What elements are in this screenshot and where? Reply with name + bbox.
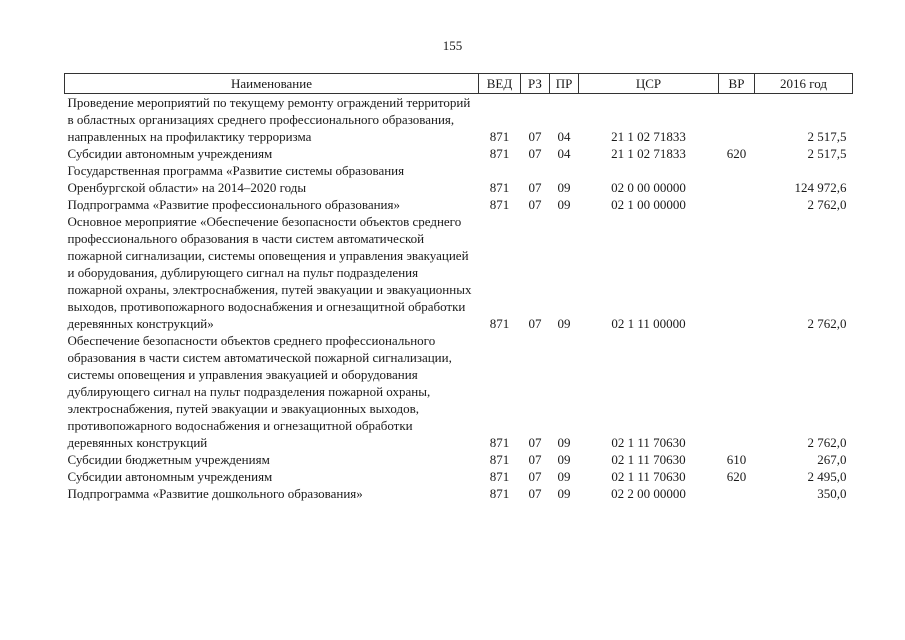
- table-row: [65, 145, 853, 162]
- row-csr: 02 1 00 00000: [611, 197, 686, 212]
- row-vr: [719, 332, 755, 451]
- row-vr: 620: [726, 146, 747, 161]
- row-amount: 2 495,0: [807, 469, 847, 484]
- row-pr: 09: [557, 486, 571, 501]
- row-pr: 09: [557, 180, 571, 195]
- row-vr: [719, 485, 755, 502]
- row-ved: 871: [489, 316, 510, 331]
- page-number: 155: [442, 38, 463, 53]
- row-pr: 09: [557, 469, 571, 484]
- table-row: [65, 196, 853, 213]
- row-ved: 871: [489, 180, 510, 195]
- row-csr: 02 1 11 00000: [611, 316, 686, 331]
- row-rz: 07: [528, 486, 542, 501]
- row-amount: 124 972,6: [794, 180, 847, 195]
- row-amount: 350,0: [817, 486, 847, 501]
- row-rz: 07: [528, 452, 542, 467]
- row-name: Субсидии автономным учреждениям: [67, 469, 273, 484]
- row-rz: 07: [528, 469, 542, 484]
- row-vr: 620: [726, 469, 747, 484]
- row-ved: 871: [489, 452, 510, 467]
- row-amount: 2 517,5: [807, 129, 847, 144]
- row-ved: 871: [489, 197, 510, 212]
- header-pr: ПР: [550, 74, 579, 94]
- row-rz: 07: [528, 180, 542, 195]
- row-pr: 04: [557, 129, 571, 144]
- row-csr: 02 1 11 70630: [611, 469, 686, 484]
- row-pr: 04: [557, 146, 571, 161]
- header-row: [65, 74, 853, 94]
- row-ved: 871: [489, 129, 510, 144]
- row-ved: 871: [489, 435, 510, 450]
- row-ved: 871: [489, 469, 510, 484]
- table-header: [65, 74, 853, 94]
- row-name: Подпрограмма «Развитие дошкольного образования»: [67, 486, 363, 501]
- row-amount: 267,0: [817, 452, 847, 467]
- row-rz: 07: [528, 316, 542, 331]
- row-rz: 07: [528, 146, 542, 161]
- row-csr: 21 1 02 71833: [611, 146, 686, 161]
- row-name: Проведение мероприятий по текущему ремонту ограждений территорий в областных организациях среднего профессионального образования, направленных на профилактику терроризма: [67, 95, 471, 144]
- header-csr: ЦСР: [579, 74, 719, 94]
- table-row: [65, 485, 853, 502]
- row-name: Обеспечение безопасности объектов среднего профессионального образования в части систем автоматической пожарной сигнализации, системы оповещения и управления эвакуацией и оборудования дублирующего сигнал на пульт подразделения пожарной охраны, электроснабжения, путей эвакуации и эвакуационных выходов, противопожарного водоснабжения и огнезащитной обработки деревянных конструкций: [67, 333, 452, 450]
- row-amount: 2 762,0: [807, 197, 847, 212]
- table-row: [65, 332, 853, 451]
- table-body: [65, 94, 853, 503]
- row-name: Государственная программа «Развитие системы образования Оренбургской области» на 2014–2020 годы: [67, 163, 405, 195]
- table-row: [65, 213, 853, 332]
- table-row: [65, 162, 853, 196]
- header-vr: ВР: [719, 74, 755, 94]
- header-rz: РЗ: [521, 74, 550, 94]
- row-csr: 02 0 00 00000: [611, 180, 686, 195]
- row-pr: 09: [557, 452, 571, 467]
- row-pr: 09: [557, 435, 571, 450]
- row-rz: 07: [528, 435, 542, 450]
- row-pr: 09: [557, 197, 571, 212]
- row-amount: 2 762,0: [807, 316, 847, 331]
- row-csr: 21 1 02 71833: [611, 129, 686, 144]
- row-ved: 871: [489, 486, 510, 501]
- table-row: [65, 451, 853, 468]
- row-rz: 07: [528, 197, 542, 212]
- table-row: [65, 94, 853, 146]
- row-csr: 02 1 11 70630: [611, 435, 686, 450]
- row-amount: 2 762,0: [807, 435, 847, 450]
- row-amount: 2 517,5: [807, 146, 847, 161]
- table-row: [65, 468, 853, 485]
- header-name: Наименование: [65, 74, 479, 94]
- row-name: Подпрограмма «Развитие профессионального образования»: [67, 197, 400, 212]
- budget-table: [64, 73, 853, 502]
- row-ved: 871: [489, 146, 510, 161]
- header-ved: ВЕД: [479, 74, 521, 94]
- row-csr: 02 1 11 70630: [611, 452, 686, 467]
- header-year: 2016 год: [755, 74, 853, 94]
- row-vr: [719, 213, 755, 332]
- row-vr: [719, 162, 755, 196]
- row-vr: [719, 196, 755, 213]
- row-pr: 09: [557, 316, 571, 331]
- row-name: Субсидии автономным учреждениям: [67, 146, 273, 161]
- row-rz: 07: [528, 129, 542, 144]
- row-vr: [719, 94, 755, 146]
- row-vr: 610: [726, 452, 747, 467]
- row-name: Основное мероприятие «Обеспечение безопасности объектов среднего профессионального образования в части систем автоматической пожарной сигнализации, системы оповещения и управления эвакуацией и оборудования, дублирующего сигнал на пульт подразделения пожарной охраны, электроснабжения, путей эвакуации и эвакуационных выходов, противопожарного водоснабжения и огнезащитной обработки деревянных конструкций»: [67, 214, 472, 331]
- row-csr: 02 2 00 00000: [611, 486, 686, 501]
- row-name: Субсидии бюджетным учреждениям: [67, 452, 270, 467]
